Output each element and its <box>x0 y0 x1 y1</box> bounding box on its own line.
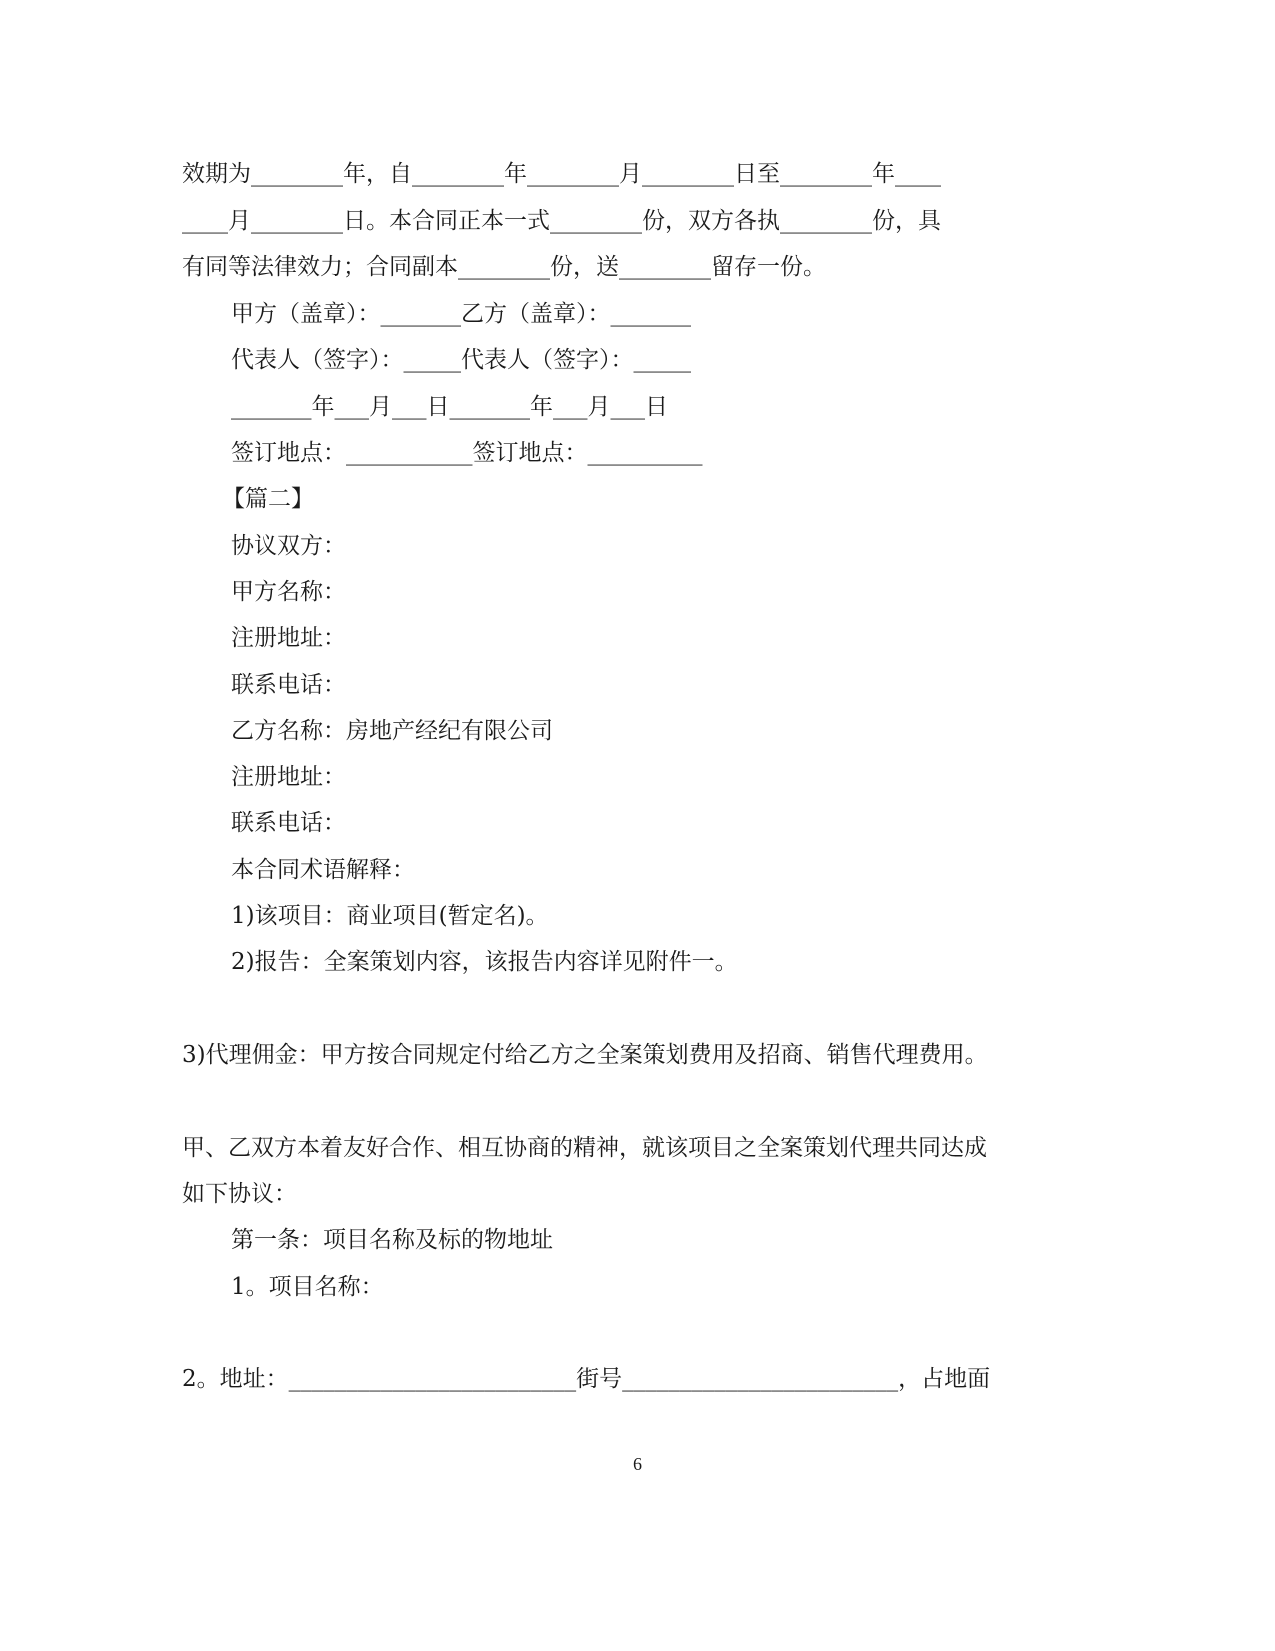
signing-date-line: _______年___月___日_______年___月___日 <box>231 394 668 420</box>
terms-heading: 本合同术语解释： <box>231 857 415 883</box>
validity-period-line: 效期为________年，自________年________月________日至________年____ <box>182 161 941 187</box>
party-a-phone: 联系电话： <box>231 672 346 698</box>
party-b-phone: 联系电话： <box>231 810 346 836</box>
term-1: 1)该项目：商业项目(暂定名)。 <box>231 903 549 929</box>
copies-line: ____月________日。本合同正本一式________份，双方各执________份，具 <box>182 208 941 234</box>
party-b-name: 乙方名称：房地产经纪有限公司 <box>231 718 553 744</box>
section-heading: 【篇二】 <box>222 486 314 512</box>
parties-label: 协议双方： <box>231 533 346 559</box>
page-number: 6 <box>633 1454 642 1474</box>
seal-line: 甲方（盖章）：_______乙方（盖章）：_______ <box>231 301 691 327</box>
agreement-intro-line-1: 甲、乙双方本着友好合作、相互协商的精神，就该项目之全案策划代理共同达成 <box>182 1135 987 1161</box>
signing-place-line: 签订地点：___________签订地点：__________ <box>231 440 703 466</box>
address-item: 2。地址：_________________________街号________________________，占地面 <box>182 1366 991 1392</box>
legal-effect-line: 有同等法律效力；合同副本________份，送________留存一份。 <box>182 254 826 280</box>
article-1-heading: 第一条：项目名称及标的物地址 <box>231 1227 553 1253</box>
agreement-intro-line-2: 如下协议： <box>182 1181 297 1207</box>
representative-signature-line: 代表人（签字）：_____代表人（签字）：_____ <box>231 347 691 373</box>
party-b-address: 注册地址： <box>231 764 346 790</box>
term-3: 3)代理佣金：甲方按合同规定付给乙方之全案策划费用及招商、销售代理费用。 <box>182 1042 988 1068</box>
project-name-item: 1。项目名称： <box>231 1274 384 1300</box>
party-a-address: 注册地址： <box>231 625 346 651</box>
term-2: 2)报告：全案策划内容，该报告内容详见附件一。 <box>231 949 738 975</box>
party-a-name: 甲方名称： <box>231 579 346 605</box>
